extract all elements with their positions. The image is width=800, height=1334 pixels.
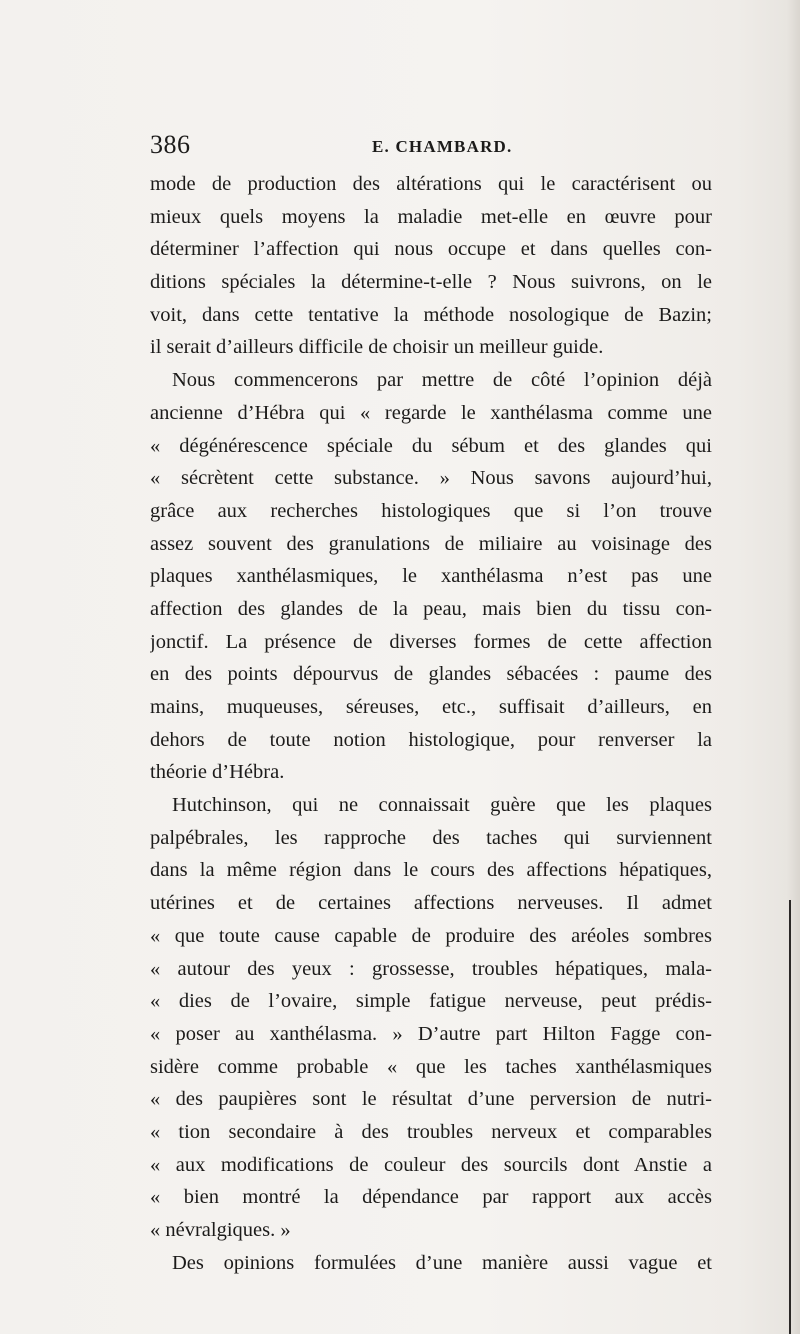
- text-line: « bien montré la dépendance par rapport aux accès: [150, 1186, 712, 1209]
- text-line: ancienne d’Hébra qui « regarde le xanthélasma comme une: [150, 401, 712, 424]
- text-line: plaques xanthélasmiques, le xanthélasma n’est pas une: [150, 565, 712, 588]
- text-line: « aux modifications de couleur des sourcils dont Anstie a: [150, 1153, 712, 1176]
- text-line: il serait d’ailleurs difficile de choisir un meilleur guide.: [150, 336, 604, 359]
- text-line: « dégénérescence spéciale du sébum et des glandes qui: [150, 434, 712, 457]
- text-line: jonctif. La présence de diverses formes de cette affection: [150, 630, 712, 653]
- text-line: « poser au xanthélasma. » D’autre part Hilton Fagge con-: [150, 1022, 712, 1045]
- text-line: déterminer l’affection qui nous occupe et dans quelles con-: [150, 238, 712, 261]
- text-line: assez souvent des granulations de miliaire au voisinage des: [150, 532, 712, 555]
- text-line: en des points dépourvus de glandes sébacées : paume des: [150, 663, 712, 686]
- text-line: utérines et de certaines affections nerveuses. Il admet: [150, 892, 712, 915]
- running-header: [150, 130, 710, 166]
- text-line: dans la même région dans le cours des affections hépatiques,: [150, 859, 712, 882]
- text-line: mains, muqueuses, séreuses, etc., suffisait d’ailleurs, en: [150, 696, 712, 718]
- page-edge-rule: [789, 900, 791, 1334]
- body-text: [150, 168, 712, 1279]
- text-line: Nous commencerons par mettre de côté l’opinion déjà: [172, 369, 712, 392]
- text-line: mode de production des altérations qui le caractérisent ou: [150, 173, 712, 195]
- text-line: « que toute cause capable de produire des aréoles sombres: [150, 924, 712, 947]
- text-line: mieux quels moyens la maladie met-elle en œuvre pour: [150, 205, 712, 228]
- text-line: « sécrètent cette substance. » Nous savons aujourd’hui,: [150, 467, 712, 490]
- text-line: sidère comme probable « que les taches xanthélasmiques: [150, 1055, 712, 1078]
- text-line: « dies de l’ovaire, simple fatigue nerveuse, peut prédis-: [150, 990, 712, 1013]
- text-line: Hutchinson, qui ne connaissait guère que les plaques: [172, 794, 712, 817]
- text-line: « tion secondaire à des troubles nerveux et comparables: [150, 1120, 712, 1143]
- text-line: « névralgiques. »: [150, 1219, 291, 1241]
- text-line: Des opinions formulées d’une manière aussi vague et: [172, 1251, 712, 1274]
- page-number: 386: [150, 130, 191, 159]
- text-line: dehors de toute notion histologique, pour renverser la: [150, 728, 712, 751]
- text-line: grâce aux recherches histologiques que si l’on trouve: [150, 499, 712, 522]
- text-line: affection des glandes de la peau, mais bien du tissu con-: [150, 597, 712, 620]
- text-line: ditions spéciales la détermine-t-elle ? Nous suivrons, on le: [150, 271, 712, 294]
- text-line: théorie d’Hébra.: [150, 761, 285, 784]
- text-line: « autour des yeux : grossesse, troubles hépatiques, mala-: [150, 957, 712, 980]
- text-line: « des paupières sont le résultat d’une perversion de nutri-: [150, 1088, 712, 1111]
- text-line: voit, dans cette tentative la méthode nosologique de Bazin;: [150, 303, 712, 326]
- text-line: palpébrales, les rapproche des taches qui surviennent: [150, 826, 712, 849]
- running-header-author: E. CHAMBARD.: [372, 137, 513, 156]
